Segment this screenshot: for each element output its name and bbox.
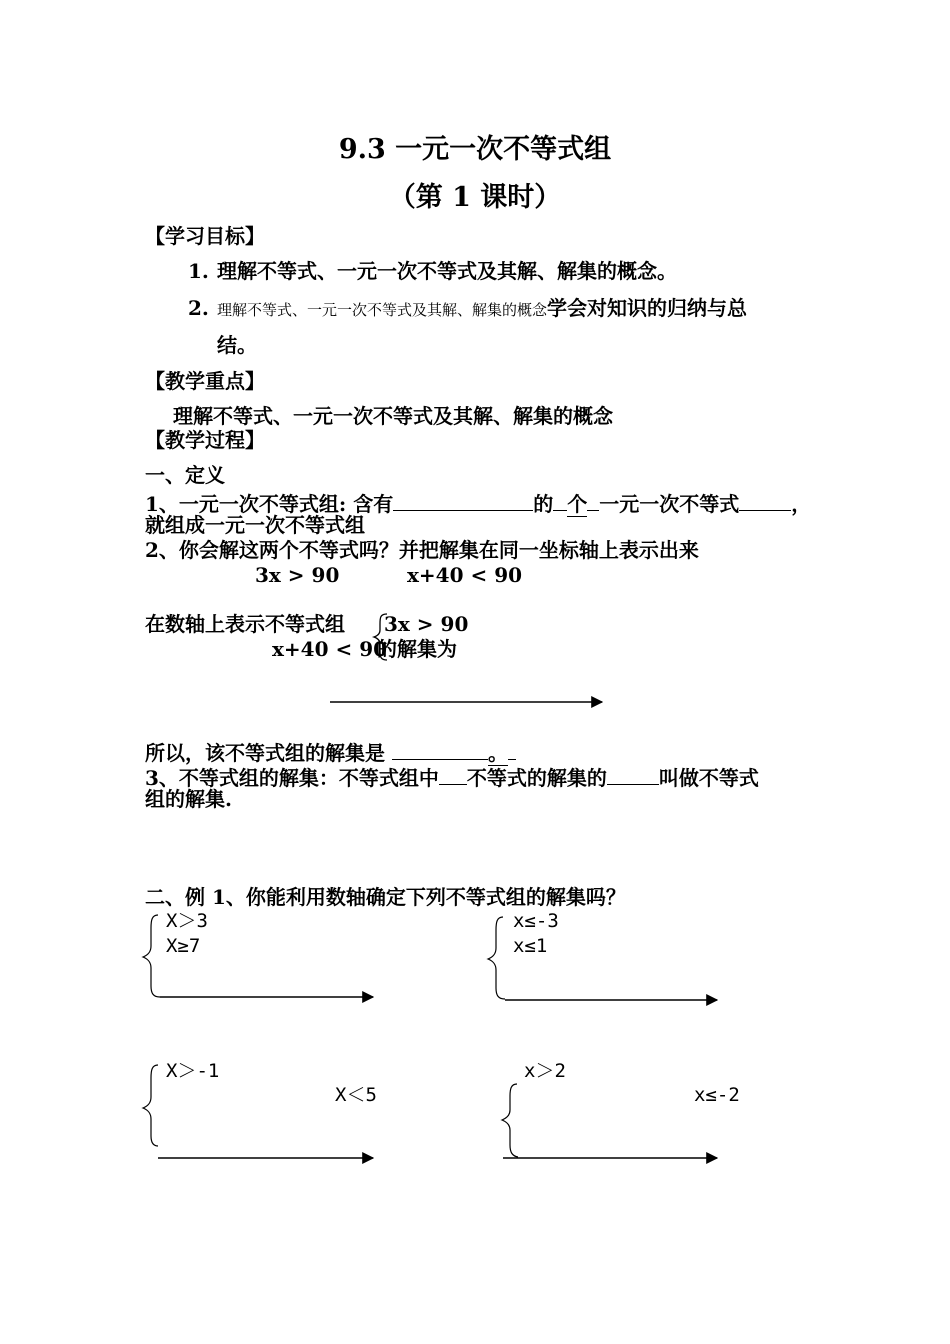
example-2-inequality-b: x≤1 bbox=[513, 935, 548, 957]
example-4-inequality-a: x＞2 bbox=[524, 1060, 566, 1082]
goal-2-small-text: 理解不等式、一元一次不等式及其解、解集的概念 bbox=[217, 301, 548, 319]
example-1-brace bbox=[143, 915, 160, 997]
example-2-inequality-a: x≤-3 bbox=[513, 910, 559, 932]
definition-1-part-d: 一元一次不等式 bbox=[599, 492, 740, 516]
example-2-brace bbox=[488, 917, 505, 999]
conclusion-text: 所以，该不等式组的解集是 bbox=[145, 741, 385, 765]
section-definition: 一、定义 bbox=[145, 463, 225, 487]
system-brace bbox=[374, 614, 387, 660]
goal-2-continuation: 结。 bbox=[217, 333, 257, 357]
question-3-line-2: 组的解集. bbox=[145, 787, 232, 811]
conclusion-end: 。 bbox=[487, 741, 508, 765]
focus-heading: 【教学重点】 bbox=[145, 369, 265, 393]
definition-1-part-a: 1、一元一次不等式组: 含有 bbox=[145, 492, 394, 516]
question-2: 2、你会解这两个不等式吗？并把解集在同一坐标轴上表示出来 bbox=[145, 538, 699, 562]
goal-1-text: 理解不等式、一元一次不等式及其解、解集的概念。 bbox=[217, 259, 677, 283]
page-title: 9.3 一元一次不等式组 bbox=[338, 134, 612, 165]
goal-2-number: 2. bbox=[188, 296, 209, 320]
example-4-inequality-b: x≤-2 bbox=[694, 1084, 740, 1106]
example-1-inequality-a: X＞3 bbox=[166, 910, 208, 932]
goals-heading: 【学习目标】 bbox=[145, 224, 265, 248]
focus-text: 理解不等式、一元一次不等式及其解、解集的概念 bbox=[173, 404, 613, 428]
definition-1-part-e: ， bbox=[791, 492, 812, 516]
example-heading: 二、例 1、你能利用数轴确定下列不等式组的解集吗？ bbox=[145, 885, 626, 909]
example-1-inequality-b: X≥7 bbox=[166, 935, 201, 957]
inequality-1: 3x > 90 bbox=[255, 563, 340, 587]
example-4-brace bbox=[502, 1084, 518, 1157]
question-3-part-a: 3、不等式组的解集：不等式组中 bbox=[145, 766, 439, 790]
example-3-inequality-a: X＞-1 bbox=[166, 1060, 220, 1082]
example-3-inequality-b: X＜5 bbox=[335, 1084, 377, 1106]
page-subtitle: （第 1 课时） bbox=[388, 182, 562, 213]
definition-1-part-c: 个 bbox=[567, 492, 588, 516]
inequality-2: x+40 < 90 bbox=[407, 563, 523, 587]
process-heading: 【教学过程】 bbox=[145, 428, 265, 452]
definition-1-line-2: 就组成一元一次不等式组 bbox=[145, 513, 365, 537]
definition-1-part-b: 的 bbox=[533, 492, 554, 516]
question-3-part-b: 不等式的解集的 bbox=[466, 766, 607, 790]
question-3-part-c: 叫做不等式 bbox=[658, 766, 759, 790]
example-3-brace bbox=[143, 1065, 158, 1146]
system-inequality-1: 3x > 90 bbox=[384, 612, 469, 636]
goal-2-main-text: 学会对知识的归纳与总 bbox=[547, 296, 748, 320]
goal-1-number: 1. bbox=[188, 259, 209, 283]
system-prefix: 在数轴上表示不等式组 bbox=[145, 612, 345, 636]
system-suffix: 的解集为 bbox=[377, 637, 457, 661]
system-inequality-2: x+40 < 90 bbox=[272, 637, 388, 661]
